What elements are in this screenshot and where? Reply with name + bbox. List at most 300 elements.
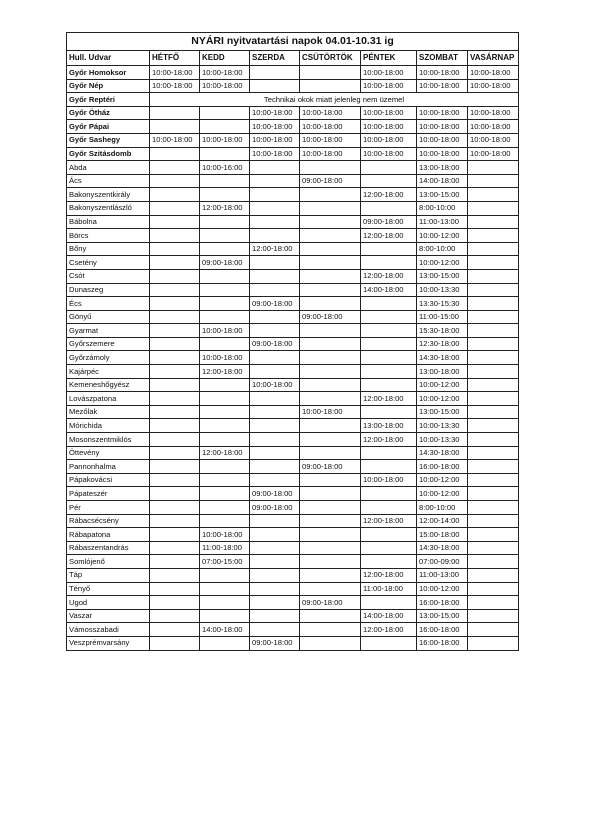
hours-cell xyxy=(300,66,361,80)
table-row xyxy=(67,133,519,147)
hours-cell xyxy=(200,392,250,406)
hours-cell xyxy=(250,351,300,365)
hours-cell xyxy=(468,215,519,229)
hours-cell xyxy=(468,229,519,243)
hours-cell: 12:00-18:00 xyxy=(361,568,417,582)
hours-cell: 07:00-15:00 xyxy=(200,555,250,569)
hours-cell: 12:00-18:00 xyxy=(200,365,250,379)
hours-cell: 10:00-18:00 xyxy=(150,66,200,80)
hours-cell xyxy=(200,405,250,419)
hours-cell xyxy=(150,378,200,392)
hours-cell: 10:00-18:00 xyxy=(417,120,468,134)
hours-cell xyxy=(468,324,519,338)
table-row xyxy=(67,623,519,637)
table-row xyxy=(67,568,519,582)
hours-cell xyxy=(150,460,200,474)
hours-cell: 12:00-18:00 xyxy=(361,514,417,528)
hours-cell: 10:00-18:00 xyxy=(468,79,519,93)
hours-cell xyxy=(300,609,361,623)
hours-cell: 12:00-18:00 xyxy=(361,269,417,283)
hours-cell xyxy=(361,405,417,419)
hours-cell xyxy=(150,487,200,501)
hours-cell xyxy=(250,541,300,555)
hours-cell xyxy=(150,269,200,283)
hours-cell xyxy=(468,541,519,555)
hours-cell: 11:00-18:00 xyxy=(200,541,250,555)
hours-cell xyxy=(300,555,361,569)
hours-cell xyxy=(200,460,250,474)
hours-cell: 09:00-18:00 xyxy=(300,596,361,610)
hours-cell xyxy=(250,596,300,610)
hours-cell xyxy=(300,623,361,637)
hours-cell xyxy=(300,201,361,215)
hours-cell xyxy=(150,256,200,270)
hours-cell: 14:30-18:00 xyxy=(417,541,468,555)
hours-cell xyxy=(200,242,250,256)
hours-cell xyxy=(300,188,361,202)
hours-cell xyxy=(250,568,300,582)
table-row xyxy=(67,215,519,229)
hours-cell: 10:00-13:30 xyxy=(417,283,468,297)
hours-cell xyxy=(150,188,200,202)
site-name: Öttevény xyxy=(67,446,150,460)
hours-cell: 09:00-18:00 xyxy=(250,636,300,650)
hours-cell: 10:00-18:00 xyxy=(200,133,250,147)
table-row xyxy=(67,283,519,297)
table-row xyxy=(67,378,519,392)
hours-cell xyxy=(150,609,200,623)
hours-cell: 10:00-18:00 xyxy=(250,120,300,134)
hours-cell xyxy=(300,568,361,582)
table-row xyxy=(67,337,519,351)
hours-cell xyxy=(200,174,250,188)
site-name: Lovászpatona xyxy=(67,392,150,406)
hours-cell xyxy=(150,501,200,515)
hours-cell xyxy=(200,337,250,351)
hours-cell xyxy=(361,487,417,501)
hours-cell: 11:00-18:00 xyxy=(361,582,417,596)
hours-cell xyxy=(468,256,519,270)
table-row xyxy=(67,229,519,243)
site-name: Pápateszér xyxy=(67,487,150,501)
site-name: Bőny xyxy=(67,242,150,256)
site-name: Győr Homoksor xyxy=(67,66,150,80)
hours-cell: 10:00-18:00 xyxy=(468,147,519,161)
hours-cell xyxy=(250,201,300,215)
site-name: Tényő xyxy=(67,582,150,596)
hours-cell xyxy=(361,242,417,256)
table-row xyxy=(67,433,519,447)
hours-cell: 07:00-09:00 xyxy=(417,555,468,569)
hours-cell: 10:00-18:00 xyxy=(300,133,361,147)
hours-cell: 13:00-15:00 xyxy=(417,188,468,202)
hours-cell: 13:00-15:00 xyxy=(417,609,468,623)
hours-cell xyxy=(468,460,519,474)
hours-cell: 10:00-18:00 xyxy=(250,147,300,161)
hours-cell xyxy=(200,188,250,202)
hours-cell xyxy=(361,337,417,351)
hours-cell: 10:00-18:00 xyxy=(200,79,250,93)
hours-cell xyxy=(361,256,417,270)
hours-cell xyxy=(468,242,519,256)
hours-cell: 10:00-13:30 xyxy=(417,433,468,447)
hours-cell: 10:00-18:00 xyxy=(300,147,361,161)
hours-cell xyxy=(468,636,519,650)
hours-cell xyxy=(361,460,417,474)
hours-cell xyxy=(250,433,300,447)
hours-cell: 10:00-12:00 xyxy=(417,487,468,501)
table-row xyxy=(67,636,519,650)
hours-cell xyxy=(200,147,250,161)
hours-cell xyxy=(361,378,417,392)
table-row xyxy=(67,188,519,202)
table-row xyxy=(67,501,519,515)
table-row xyxy=(67,555,519,569)
hours-cell: 13:00-18:00 xyxy=(417,365,468,379)
hours-cell xyxy=(468,201,519,215)
hours-cell xyxy=(150,568,200,582)
hours-cell xyxy=(250,215,300,229)
hours-cell xyxy=(300,514,361,528)
hours-cell xyxy=(250,66,300,80)
hours-cell xyxy=(150,596,200,610)
table-row xyxy=(67,297,519,311)
site-name: Gyarmat xyxy=(67,324,150,338)
hours-cell: 10:00-16:00 xyxy=(200,161,250,175)
hours-cell xyxy=(250,419,300,433)
table-row xyxy=(67,147,519,161)
table-row xyxy=(67,609,519,623)
hours-cell: 8:00-10:00 xyxy=(417,242,468,256)
table-row xyxy=(67,460,519,474)
hours-cell xyxy=(468,297,519,311)
hours-cell xyxy=(150,147,200,161)
hours-cell: 10:00-12:00 xyxy=(417,229,468,243)
hours-cell xyxy=(150,283,200,297)
hours-cell xyxy=(300,161,361,175)
schedule-table xyxy=(66,32,519,651)
table-row xyxy=(67,392,519,406)
table-row xyxy=(67,324,519,338)
hours-cell: 09:00-18:00 xyxy=(300,174,361,188)
hours-cell xyxy=(200,419,250,433)
hours-cell xyxy=(468,514,519,528)
hours-cell: 10:00-18:00 xyxy=(250,378,300,392)
hours-cell: 10:00-18:00 xyxy=(300,120,361,134)
site-name: Vámosszabadi xyxy=(67,623,150,637)
table-row xyxy=(67,541,519,555)
hours-cell xyxy=(468,609,519,623)
hours-cell: 11:00-13:00 xyxy=(417,568,468,582)
hours-cell xyxy=(468,351,519,365)
hours-cell xyxy=(468,446,519,460)
hours-cell xyxy=(250,405,300,419)
table-row xyxy=(67,242,519,256)
hours-cell xyxy=(200,229,250,243)
header-wednesday: SZERDA xyxy=(250,51,300,66)
site-name: Győr Pápai xyxy=(67,120,150,134)
site-name: Bábolna xyxy=(67,215,150,229)
hours-cell: 10:00-18:00 xyxy=(417,79,468,93)
hours-cell xyxy=(250,310,300,324)
hours-cell xyxy=(250,283,300,297)
site-name: Győr Sashegy xyxy=(67,133,150,147)
hours-cell: 10:00-18:00 xyxy=(468,120,519,134)
table-row xyxy=(67,582,519,596)
site-name: Kemeneshőgyész xyxy=(67,378,150,392)
hours-cell: 09:00-18:00 xyxy=(300,310,361,324)
site-name: Táp xyxy=(67,568,150,582)
hours-cell xyxy=(361,596,417,610)
hours-cell: 12:00-18:00 xyxy=(361,392,417,406)
hours-cell xyxy=(250,365,300,379)
hours-cell xyxy=(468,501,519,515)
hours-cell xyxy=(200,487,250,501)
table-row xyxy=(67,79,519,93)
hours-cell xyxy=(468,365,519,379)
hours-cell xyxy=(361,501,417,515)
hours-cell xyxy=(300,297,361,311)
site-name: Mosonszentmiklós xyxy=(67,433,150,447)
hours-cell xyxy=(150,297,200,311)
hours-cell: 16:00-18:00 xyxy=(417,596,468,610)
hours-cell: 13:00-15:00 xyxy=(417,405,468,419)
table-row xyxy=(67,351,519,365)
hours-cell: 12:00-14:00 xyxy=(417,514,468,528)
hours-cell xyxy=(468,378,519,392)
hours-cell: 16:00-18:00 xyxy=(417,636,468,650)
table-row xyxy=(67,487,519,501)
hours-cell: 10:00-18:00 xyxy=(200,324,250,338)
hours-cell xyxy=(300,501,361,515)
hours-cell: 10:00-18:00 xyxy=(468,66,519,80)
site-name: Rábapatona xyxy=(67,528,150,542)
hours-cell: 10:00-12:00 xyxy=(417,582,468,596)
hours-cell: 10:00-12:00 xyxy=(417,392,468,406)
hours-cell: 10:00-18:00 xyxy=(150,133,200,147)
hours-cell: 12:00-18:00 xyxy=(361,623,417,637)
site-name: Pannonhalma xyxy=(67,460,150,474)
hours-cell xyxy=(361,174,417,188)
hours-cell xyxy=(361,201,417,215)
hours-cell: 10:00-18:00 xyxy=(417,66,468,80)
hours-cell xyxy=(150,242,200,256)
hours-cell xyxy=(200,596,250,610)
hours-cell: 10:00-18:00 xyxy=(200,528,250,542)
hours-cell: 09:00-18:00 xyxy=(300,460,361,474)
hours-cell: 10:00-18:00 xyxy=(361,133,417,147)
hours-cell: 09:00-18:00 xyxy=(361,215,417,229)
hours-cell: 14:00-18:00 xyxy=(417,174,468,188)
hours-cell: 10:00-18:00 xyxy=(300,106,361,120)
site-name: Rábacsécsény xyxy=(67,514,150,528)
hours-cell xyxy=(150,582,200,596)
hours-cell: 10:00-18:00 xyxy=(417,147,468,161)
site-name: Bakonyszentkirály xyxy=(67,188,150,202)
hours-cell: 8:00-10:00 xyxy=(417,201,468,215)
hours-cell: 14:00-18:00 xyxy=(200,623,250,637)
hours-cell: 10:00-18:00 xyxy=(250,106,300,120)
hours-cell xyxy=(468,337,519,351)
table-row xyxy=(67,446,519,460)
closed-notice: Technikai okok miatt jelenleg nem üzemel xyxy=(150,93,519,107)
hours-cell xyxy=(150,365,200,379)
hours-cell xyxy=(200,310,250,324)
hours-cell xyxy=(361,310,417,324)
site-name: Csót xyxy=(67,269,150,283)
hours-cell xyxy=(300,269,361,283)
site-name: Győr Reptéri xyxy=(67,93,150,107)
hours-cell xyxy=(361,351,417,365)
hours-cell xyxy=(361,528,417,542)
hours-cell: 15:00-18:00 xyxy=(417,528,468,542)
site-name: Somlójenő xyxy=(67,555,150,569)
hours-cell xyxy=(468,310,519,324)
hours-cell: 13:00-15:00 xyxy=(417,269,468,283)
hours-cell xyxy=(200,473,250,487)
table-row xyxy=(67,419,519,433)
hours-cell xyxy=(250,555,300,569)
hours-cell xyxy=(361,541,417,555)
hours-cell: 14:00-18:00 xyxy=(361,609,417,623)
site-name: Börcs xyxy=(67,229,150,243)
table-row xyxy=(67,120,519,134)
hours-cell xyxy=(468,433,519,447)
hours-cell xyxy=(300,378,361,392)
hours-cell xyxy=(200,378,250,392)
hours-cell: 10:00-18:00 xyxy=(150,79,200,93)
hours-cell: 10:00-18:00 xyxy=(417,133,468,147)
hours-cell: 12:00-18:00 xyxy=(250,242,300,256)
site-name: Rábaszentandrás xyxy=(67,541,150,555)
hours-cell: 10:00-12:00 xyxy=(417,473,468,487)
hours-cell xyxy=(300,256,361,270)
hours-cell xyxy=(300,528,361,542)
hours-cell: 10:00-18:00 xyxy=(468,133,519,147)
hours-cell xyxy=(250,623,300,637)
hours-cell xyxy=(468,623,519,637)
table-row xyxy=(67,514,519,528)
hours-cell xyxy=(150,161,200,175)
site-name: Écs xyxy=(67,297,150,311)
site-name: Győr Ötház xyxy=(67,106,150,120)
site-name: Pér xyxy=(67,501,150,515)
hours-cell xyxy=(150,446,200,460)
hours-cell xyxy=(300,487,361,501)
table-row xyxy=(67,365,519,379)
title-row xyxy=(67,33,519,51)
hours-cell xyxy=(300,636,361,650)
hours-cell xyxy=(361,555,417,569)
hours-cell xyxy=(150,433,200,447)
site-name: Ács xyxy=(67,174,150,188)
site-name: Ugod xyxy=(67,596,150,610)
hours-cell xyxy=(300,446,361,460)
site-name: Pápakovácsi xyxy=(67,473,150,487)
site-name: Vaszar xyxy=(67,609,150,623)
hours-cell xyxy=(300,351,361,365)
hours-cell xyxy=(150,636,200,650)
site-name: Győrzámoly xyxy=(67,351,150,365)
hours-cell xyxy=(300,582,361,596)
site-name: Mórichida xyxy=(67,419,150,433)
site-name: Veszprémvarsány xyxy=(67,636,150,650)
hours-cell xyxy=(468,528,519,542)
hours-cell: 10:00-18:00 xyxy=(361,473,417,487)
header-monday: HÉTFŐ xyxy=(150,51,200,66)
table-row xyxy=(67,405,519,419)
hours-cell xyxy=(300,242,361,256)
hours-cell: 16:00-18:00 xyxy=(417,460,468,474)
hours-cell: 10:00-18:00 xyxy=(361,66,417,80)
hours-cell xyxy=(468,392,519,406)
hours-cell xyxy=(150,514,200,528)
hours-cell xyxy=(200,120,250,134)
site-name: Kajárpéc xyxy=(67,365,150,379)
hours-cell xyxy=(250,324,300,338)
header-friday: PÉNTEK xyxy=(361,51,417,66)
hours-cell xyxy=(300,433,361,447)
hours-cell: 09:00-18:00 xyxy=(250,487,300,501)
site-name: Gönyű xyxy=(67,310,150,324)
hours-cell xyxy=(200,636,250,650)
hours-cell: 8:00-10:00 xyxy=(417,501,468,515)
hours-cell: 10:00-18:00 xyxy=(300,405,361,419)
table-row xyxy=(67,201,519,215)
hours-cell xyxy=(150,541,200,555)
hours-cell xyxy=(468,568,519,582)
hours-cell: 10:00-12:00 xyxy=(417,256,468,270)
hours-cell xyxy=(250,609,300,623)
hours-cell: 10:00-18:00 xyxy=(361,147,417,161)
header-tuesday: KEDD xyxy=(200,51,250,66)
hours-cell xyxy=(200,501,250,515)
table-row xyxy=(67,596,519,610)
hours-cell xyxy=(361,365,417,379)
hours-cell: 10:00-18:00 xyxy=(200,351,250,365)
hours-cell: 10:00-18:00 xyxy=(200,66,250,80)
hours-cell xyxy=(300,473,361,487)
hours-cell xyxy=(300,79,361,93)
hours-cell xyxy=(250,446,300,460)
hours-cell: 10:00-18:00 xyxy=(361,79,417,93)
table-row xyxy=(67,528,519,542)
site-name: Győr Szitásdomb xyxy=(67,147,150,161)
hours-cell xyxy=(200,514,250,528)
hours-cell xyxy=(468,188,519,202)
hours-cell: 09:00-18:00 xyxy=(250,501,300,515)
hours-cell xyxy=(300,324,361,338)
hours-cell xyxy=(468,419,519,433)
hours-cell xyxy=(150,201,200,215)
site-name: Abda xyxy=(67,161,150,175)
hours-cell: 10:00-12:00 xyxy=(417,378,468,392)
hours-cell xyxy=(250,460,300,474)
hours-cell xyxy=(250,161,300,175)
header-sunday: VASÁRNAP xyxy=(468,51,519,66)
hours-cell: 12:00-18:00 xyxy=(361,433,417,447)
hours-cell: 14:30-18:00 xyxy=(417,351,468,365)
table-row xyxy=(67,269,519,283)
hours-cell: 12:00-18:00 xyxy=(361,229,417,243)
hours-cell xyxy=(150,528,200,542)
hours-cell: 09:00-18:00 xyxy=(250,337,300,351)
hours-cell xyxy=(468,283,519,297)
hours-cell xyxy=(150,405,200,419)
table-title: NYÁRI nyitvatartási napok 04.01-10.31 ig xyxy=(67,33,519,51)
hours-cell: 13:30-15:30 xyxy=(417,297,468,311)
hours-cell: 10:00-18:00 xyxy=(250,133,300,147)
